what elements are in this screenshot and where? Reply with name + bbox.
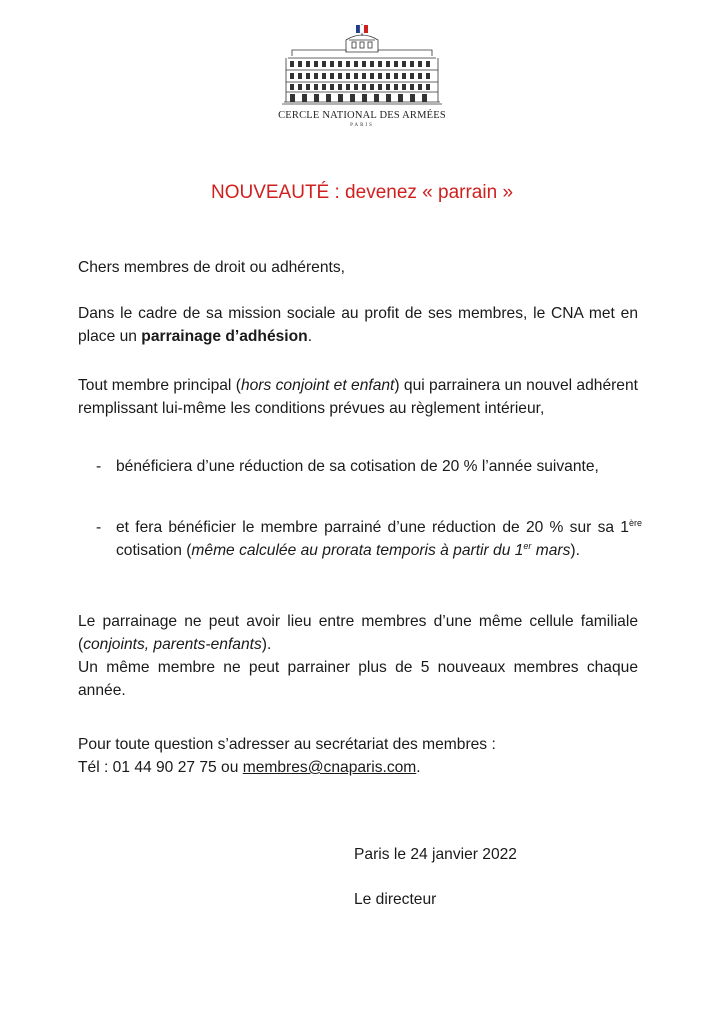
french-flag-icon [356,24,368,36]
building-illustration [276,22,448,108]
paragraph-family-text-2: ). [261,636,272,653]
contact-line: Pour toute question s’adresser au secrétariat des membres : [78,736,496,753]
bullet-item-2-text-2: cotisation ( [116,542,192,559]
bullet-dash: - [96,458,102,475]
signature-role: Le directeur [354,891,437,908]
bullet-item-2-italic-1: même calculée au prorata temporis à partir du 1 [191,542,524,559]
org-city: PARIS [350,123,374,128]
contact-end: . [416,759,421,776]
bullet-item-2-italic-2: mars [531,542,571,559]
bullet-item-1 [96,455,642,478]
paragraph-family-text-1: Le parrainage ne peut avoir lieu entre membres d’une même cellule familiale ( [78,613,638,653]
bullet-item-2 [96,516,642,562]
cna-logo [276,22,448,134]
paragraph-conditions [78,374,638,420]
superscript-er: er [523,540,532,551]
paragraph-intro-end: . [307,328,313,345]
bullet-item-2-text [116,516,642,562]
org-name: CERCLE NATIONAL DES ARMÉES [278,110,446,121]
contact-phone-email [78,756,638,779]
paragraph-intro [78,302,638,348]
page-title: NOUVEAUTÉ : devenez « parrain » [210,182,514,203]
paragraph-intro-bold: parrainage d’adhésion [141,328,308,345]
bullet-item-1-text: bénéficiera d’une réduction de sa cotisation de 20 % l’année suivante, [116,458,599,475]
superscript-ere: ère [628,517,642,528]
greeting: Chers membres de droit ou adhérents, [78,259,345,276]
bullet-item-2-italic [191,542,570,559]
paragraph-intro-text: Dans le cadre de sa mission sociale au profit de ses membres, le CNA met en place un [78,305,638,345]
paragraph-conditions-text-2: ) qui parrainera un nouvel adhérent remplissant lui-même les conditions prévues au règlement intérieur, [78,377,638,417]
email-link[interactable]: membres@cnaparis.com [242,759,417,776]
phone-number: Tél : 01 44 90 27 75 ou [78,759,243,776]
bullet-dash: - [96,519,102,536]
paragraph-limit-rule: Un même membre ne peut parrainer plus de 5 nouveaux membres chaque année. [78,659,638,699]
paragraph-family-italic: conjoints, parents-enfants [83,636,262,653]
paragraph-conditions-italic: hors conjoint et enfant [240,377,395,394]
paragraph-family-rule [78,610,638,656]
bullet-item-2-text-1: et fera bénéficier le membre parrainé d’une réduction de 20 % sur sa 1 [116,519,629,536]
paragraph-conditions-text-1: Tout membre principal ( [78,377,241,394]
signature-date: Paris le 24 janvier 2022 [354,846,517,863]
bullet-item-2-text-3: ). [570,542,580,559]
